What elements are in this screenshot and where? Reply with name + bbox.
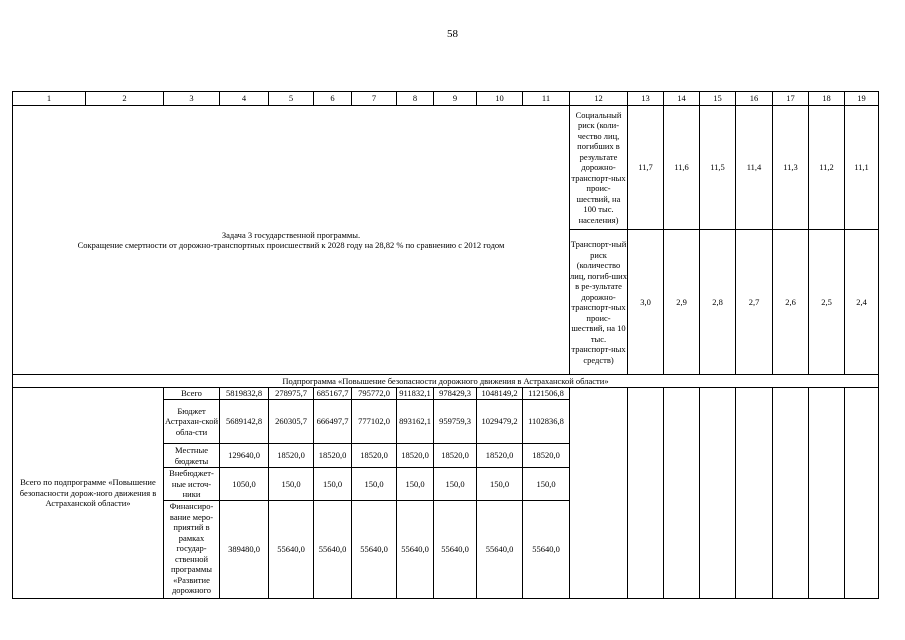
- header-cell: 11: [523, 92, 570, 106]
- funding-value: 150,0: [314, 468, 352, 501]
- indicator-value: 11,5: [700, 106, 736, 230]
- funding-value: 150,0: [397, 468, 434, 501]
- indicator-value: 3,0: [628, 230, 664, 375]
- funding-value: 55640,0: [269, 501, 314, 599]
- header-cell: 7: [352, 92, 397, 106]
- task-text: Сокращение смертности от дорожно-транспортных происшествий к 2028 году на 28,82 % по сравнению с 2012 годом: [77, 240, 505, 250]
- empty-cell: [773, 388, 809, 599]
- funding-value: 666497,7: [314, 400, 352, 444]
- funding-source: Всего: [164, 388, 220, 400]
- header-cell: 16: [736, 92, 773, 106]
- funding-value: 55640,0: [352, 501, 397, 599]
- funding-value: 150,0: [269, 468, 314, 501]
- indicator-name: Социальный риск (коли-чество лиц, погибших в результате дорожно-транспорт-ных проис-шествий, на 100 тыс. населения): [570, 106, 628, 230]
- funding-value: 55640,0: [477, 501, 523, 599]
- funding-value: 278975,7: [269, 388, 314, 400]
- funding-value: 55640,0: [434, 501, 477, 599]
- indicator-row: [13, 106, 879, 230]
- program-table: [12, 91, 879, 599]
- funding-value: 18520,0: [397, 444, 434, 468]
- header-cell: 2: [86, 92, 164, 106]
- header-cell: 19: [845, 92, 879, 106]
- header-cell: 18: [809, 92, 845, 106]
- funding-value: 777102,0: [352, 400, 397, 444]
- funding-row: [13, 388, 879, 400]
- funding-value: 5689142,8: [220, 400, 269, 444]
- header-cell: 9: [434, 92, 477, 106]
- indicator-value: 2,5: [809, 230, 845, 375]
- header-cell: 5: [269, 92, 314, 106]
- funding-source: Местные бюджеты: [164, 444, 220, 468]
- header-cell: 4: [220, 92, 269, 106]
- funding-value: 55640,0: [397, 501, 434, 599]
- funding-value: 795772,0: [352, 388, 397, 400]
- funding-value: 150,0: [434, 468, 477, 501]
- indicator-value: 2,4: [845, 230, 879, 375]
- funding-value: 1102836,8: [523, 400, 570, 444]
- indicator-value: 2,6: [773, 230, 809, 375]
- task-cell: [13, 106, 570, 375]
- header-cell: 17: [773, 92, 809, 106]
- funding-value: 18520,0: [434, 444, 477, 468]
- indicator-name: Транспорт-ный риск (количество лиц, погиб-ших в ре-зультате дорожно-транспорт-ных проис-шествий, на 10 тыс. транспорт-ных средств): [570, 230, 628, 375]
- funding-value: 1029479,2: [477, 400, 523, 444]
- indicator-value: 2,8: [700, 230, 736, 375]
- empty-cell: [736, 388, 773, 599]
- task-title: Задача 3 государственной программы.: [221, 229, 361, 240]
- funding-value: 1050,0: [220, 468, 269, 501]
- funding-value: 18520,0: [314, 444, 352, 468]
- header-cell: 3: [164, 92, 220, 106]
- empty-cell: [570, 388, 628, 599]
- funding-value: 18520,0: [269, 444, 314, 468]
- indicator-value: 11,2: [809, 106, 845, 230]
- funding-value: 260305,7: [269, 400, 314, 444]
- subprogram-title: Подпрограмма «Повышение безопасности дорожного движения в Астраханской области»: [13, 375, 879, 388]
- page-number: 58: [447, 28, 458, 40]
- funding-value: 150,0: [523, 468, 570, 501]
- header-cell: 10: [477, 92, 523, 106]
- funding-value: 55640,0: [314, 501, 352, 599]
- funding-value: 18520,0: [477, 444, 523, 468]
- empty-cell: [664, 388, 700, 599]
- subprogram-total-label: Всего по подпрограмме «Повышение безопасности дорож-ного движения в Астраханской области»: [13, 388, 164, 599]
- empty-cell: [700, 388, 736, 599]
- funding-source: Бюджет Астрахан-ской обла-сти: [164, 400, 220, 444]
- funding-value: 1121506,8: [523, 388, 570, 400]
- funding-value: 55640,0: [523, 501, 570, 599]
- funding-value: 18520,0: [352, 444, 397, 468]
- funding-value: 150,0: [352, 468, 397, 501]
- funding-value: 911832,1: [397, 388, 434, 400]
- funding-value: 959759,3: [434, 400, 477, 444]
- subprogram-row: [13, 375, 879, 388]
- funding-value: 5819832,8: [220, 388, 269, 400]
- header-cell: 6: [314, 92, 352, 106]
- header-cell: 12: [570, 92, 628, 106]
- empty-cell: [628, 388, 664, 599]
- header-cell: 1: [13, 92, 86, 106]
- funding-value: 150,0: [477, 468, 523, 501]
- funding-value: 129640,0: [220, 444, 269, 468]
- indicator-value: 11,7: [628, 106, 664, 230]
- indicator-value: 11,6: [664, 106, 700, 230]
- empty-cell: [845, 388, 879, 599]
- header-cell: 13: [628, 92, 664, 106]
- indicator-value: 11,1: [845, 106, 879, 230]
- header-cell: 8: [397, 92, 434, 106]
- funding-value: 893162,1: [397, 400, 434, 444]
- indicator-value: 2,7: [736, 230, 773, 375]
- funding-value: 685167,7: [314, 388, 352, 400]
- indicator-value: 11,4: [736, 106, 773, 230]
- funding-value: 18520,0: [523, 444, 570, 468]
- empty-cell: [809, 388, 845, 599]
- funding-value: 978429,3: [434, 388, 477, 400]
- funding-source: Финансиро-вание меро-приятий в рамках государ-ственной программы «Развитие дорожного: [164, 501, 220, 599]
- funding-value: 389480,0: [220, 501, 269, 599]
- header-cell: 14: [664, 92, 700, 106]
- indicator-value: 11,3: [773, 106, 809, 230]
- indicator-value: 2,9: [664, 230, 700, 375]
- funding-value: 1048149,2: [477, 388, 523, 400]
- header-cell: 15: [700, 92, 736, 106]
- funding-source: Внебюджет-ные источ-ники: [164, 468, 220, 501]
- header-row: [13, 92, 879, 106]
